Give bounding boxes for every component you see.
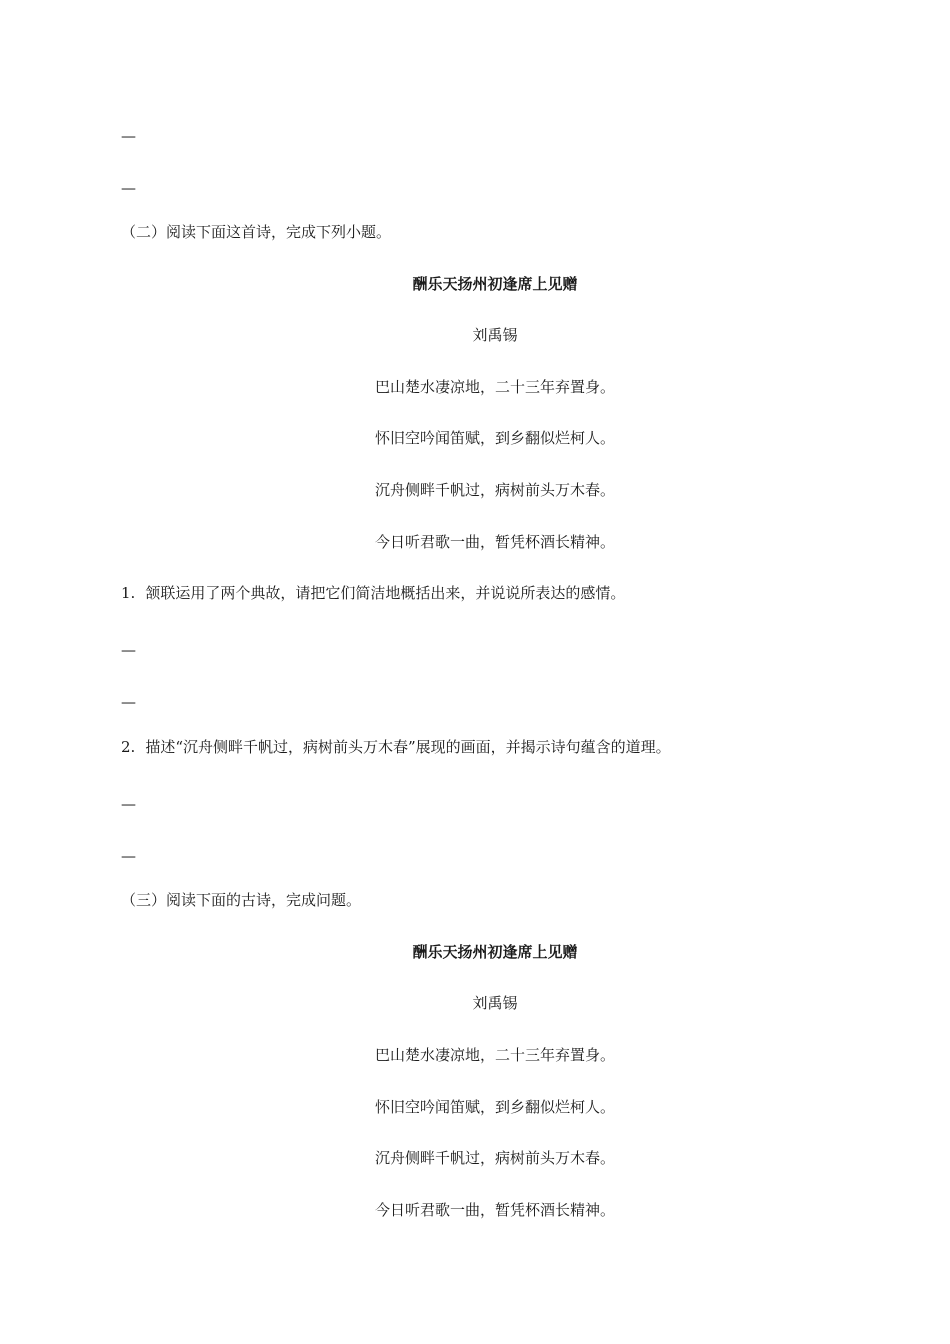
poem-line: 怀旧空吟闻笛赋，到乡翻似烂柯人。	[374, 429, 615, 447]
poem-line: 怀旧空吟闻笛赋，到乡翻似烂柯人。	[374, 1098, 615, 1116]
question-text: 颔联运用了两个典故，请把它们简洁地概括出来，并说说所表达的感情。	[145, 584, 626, 602]
poem-title: 酬乐天扬州初逢席上见赠	[412, 943, 578, 961]
question-1	[121, 583, 625, 603]
poem-author: 刘禹锡	[472, 994, 518, 1012]
question-2	[121, 737, 671, 757]
section-heading-2: （二）阅读下面这首诗，完成下列小题。	[121, 223, 392, 241]
poem-line: 沉舟侧畔千帆过，病树前头万木春。	[374, 481, 615, 499]
answer-blank: —	[121, 693, 136, 711]
question-text: 描述“沉舟侧畔千帆过，病树前头万木春”展现的画面，并揭示诗句蕴含的道理。	[145, 738, 671, 756]
answer-blank: —	[121, 179, 136, 197]
poem-line: 巴山楚水凄凉地，二十三年弃置身。	[374, 378, 615, 396]
section-heading-3: （三）阅读下面的古诗，完成问题。	[121, 891, 362, 909]
poem-author: 刘禹锡	[472, 326, 518, 344]
answer-blank: —	[121, 847, 136, 865]
poem-line: 今日听君歌一曲，暂凭杯酒长精神。	[374, 533, 615, 551]
question-number: 2.	[121, 738, 136, 756]
poem-line: 沉舟侧畔千帆过，病树前头万木春。	[374, 1149, 615, 1167]
poem-title: 酬乐天扬州初逢席上见赠	[412, 275, 578, 293]
answer-blank: —	[121, 641, 136, 659]
question-number: 1.	[121, 584, 136, 602]
answer-blank: —	[121, 795, 136, 813]
poem-line: 巴山楚水凄凉地，二十三年弃置身。	[374, 1046, 615, 1064]
answer-blank: —	[121, 127, 136, 145]
poem-line: 今日听君歌一曲，暂凭杯酒长精神。	[374, 1201, 615, 1219]
